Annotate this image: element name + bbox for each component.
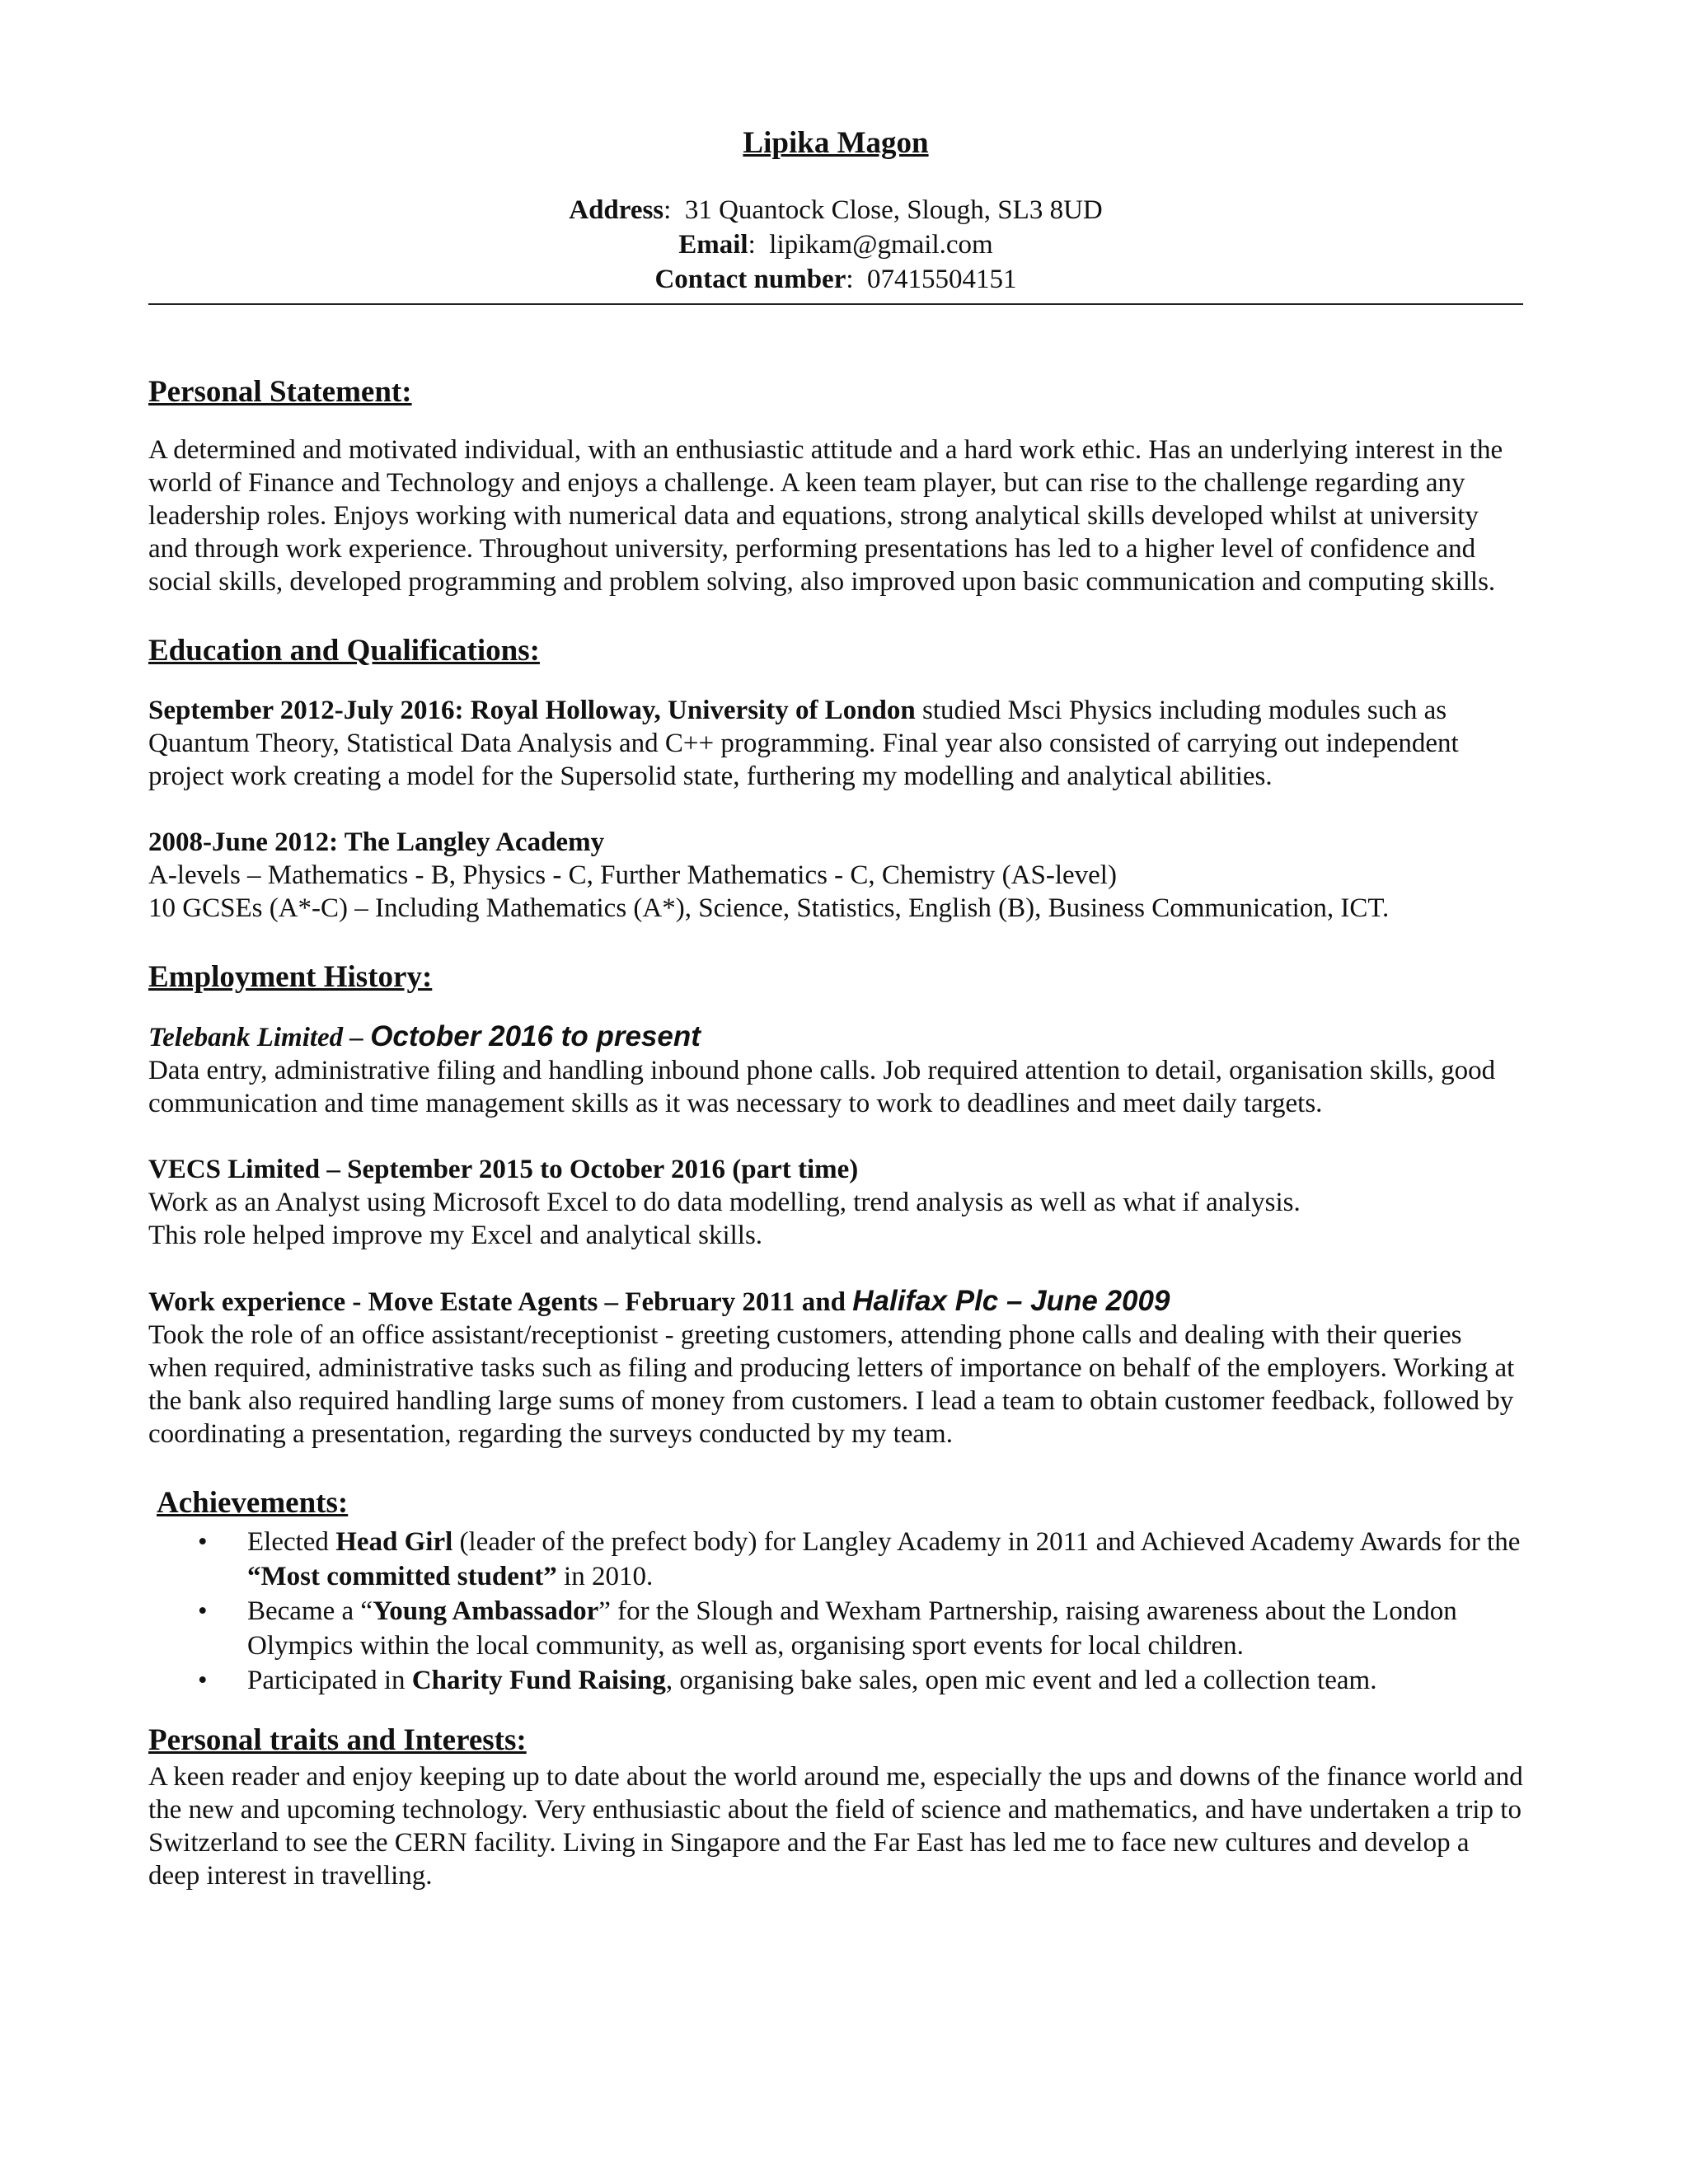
job-vecs [148, 1153, 1523, 1252]
interests-title: Personal traits and Interests: [148, 1723, 527, 1757]
achievement-text: Became a “ [247, 1596, 373, 1626]
job-work-experience-heading-main: Work experience - Move Estate Agents – February 2011 and [148, 1287, 853, 1317]
achievement-text: in 2010. [556, 1562, 654, 1591]
cv-header [148, 124, 1523, 305]
education-gcses: 10 GCSEs (A*-C) – Including Mathematics (A*), Science, Statistics, English (B), Business Communication, ICT. [148, 893, 1390, 923]
job-work-experience-heading-tail: Halifax Plc – June 2009 [852, 1285, 1170, 1317]
education-entry-university [148, 694, 1523, 793]
interests-text: A keen reader and enjoy keeping up to date about the world around me, especially the ups and downs of the finance world and the new and upcoming technology. Very enthusiastic about the field of science and mathematics, and have undertaken a trip to Switzerland to see the CERN facility. Living in Singapore and the Far East has led me to face new cultures and develop a deep interest in travelling. [148, 1762, 1523, 1891]
achievement-highlight: Charity Fund Raising [411, 1666, 666, 1695]
email-value: lipikam@gmail.com [769, 230, 993, 260]
education-university-text: studied Msci Physics including modules such as Quantum Theory, Statistical Data Analysis and C++ programming. Final year also consisted of carrying out independent project work creating a model for the Supersolid state, furthering my modelling and analytical abilities. [148, 696, 1459, 791]
personal-statement-title: Personal Statement: [148, 375, 412, 409]
achievement-highlight: Young Ambassador [373, 1596, 599, 1626]
job-telebank-text: Data entry, administrative filing and handling inbound phone calls. Job required attention to detail, organisation skills, good communication and time management skills as it was necessary to work to deadlines and meet daily targets. [148, 1056, 1496, 1118]
job-vecs-line1: Work as an Analyst using Microsoft Excel to do data modelling, trend analysis as well as what if analysis. [148, 1188, 1301, 1217]
candidate-name: Lipika Magon [743, 126, 929, 160]
employment-title: Employment History: [148, 960, 433, 994]
education-alevels: A-levels – Mathematics - B, Physics - C, Further Mathematics - C, Chemistry (AS-level) [148, 860, 1117, 890]
address-label: Address [569, 195, 664, 225]
job-telebank-company: Telebank Limited – [148, 1023, 371, 1052]
address-line: Address: 31 Quantock Close, Slough, SL3 8UD [569, 195, 1103, 225]
education-university-heading: September 2012-July 2016: Royal Holloway, University of London [148, 696, 916, 725]
job-vecs-line2: This role helped improve my Excel and analytical skills. [148, 1221, 763, 1250]
job-work-experience-text: Took the role of an office assistant/receptionist - greeting customers, attending phone calls and dealing with their queries when required, administrative tasks such as filing and producing letters of importance on behalf of the employers. Working at the bank also required handling large sums of money from customers. I lead a team to obtain customer feedback, followed by coordinating a presentation, regarding the surveys conducted by my team. [148, 1320, 1515, 1449]
achievement-text: Participated in [247, 1666, 412, 1695]
address-value: 31 Quantock Close, Slough, SL3 8UD [684, 195, 1103, 225]
education-school-heading: 2008-June 2012: The Langley Academy [148, 827, 605, 857]
achievement-text: , organising bake sales, open mic event and led a collection team. [665, 1666, 1377, 1695]
achievement-item [198, 1525, 1523, 1594]
personal-statement-text: A determined and motivated individual, with an enthusiastic attitude and a hard work ethic. Has an underlying interest in the world of Finance and Technology and enjoys a challenge. A keen team player, but can rise to the challenge regarding any leadership roles. Enjoys working with numerical data and equations, strong analytical skills developed whilst at university and through work experience. Throughout university, performing presentations has led to a higher level of confidence and social skills, developed programming and problem solving, also improved upon basic communication and computing skills. [148, 435, 1503, 597]
bullet-icon: • [198, 1666, 208, 1695]
job-telebank-heading [148, 1020, 1523, 1054]
achievement-highlight: Head Girl [335, 1527, 453, 1557]
header-divider [148, 303, 1523, 305]
bullet-icon: • [198, 1527, 208, 1557]
achievement-item [198, 1594, 1523, 1663]
bullet-icon: • [198, 1596, 208, 1626]
achievement-highlight: “Most committed student” [247, 1562, 557, 1591]
achievement-text: (leader of the prefect body) for Langley Academy in 2011 and Achieved Academy Awards for the [452, 1527, 1521, 1557]
achievement-text: Elected [247, 1527, 336, 1557]
job-work-experience [148, 1285, 1523, 1451]
job-telebank [148, 1020, 1523, 1120]
cv-page [148, 0, 1523, 1892]
email-label: Email [678, 230, 748, 260]
achievement-text: ” for the Slough and Wexham Partnership, raising awareness about the London Olympics within the local community, as well as, organising sport events for local children. [247, 1596, 1457, 1661]
job-telebank-dates: October 2016 to present [370, 1020, 701, 1052]
education-entry-school [148, 826, 1523, 925]
achievements-title: Achievements: [157, 1486, 349, 1520]
achievement-item [198, 1663, 1523, 1698]
email-line: Email: lipikam@gmail.com [678, 230, 993, 260]
contact-number-value: 07415504151 [867, 265, 1017, 294]
education-title: Education and Qualifications: [148, 634, 540, 668]
contact-details [148, 193, 1523, 297]
job-vecs-heading: VECS Limited – September 2015 to October 2016 (part time) [148, 1155, 859, 1184]
achievements-list [148, 1525, 1523, 1698]
contact-number-label: Contact number [654, 265, 846, 294]
job-work-experience-heading [148, 1285, 1523, 1319]
contact-number-line: Contact number: 07415504151 [654, 265, 1017, 294]
